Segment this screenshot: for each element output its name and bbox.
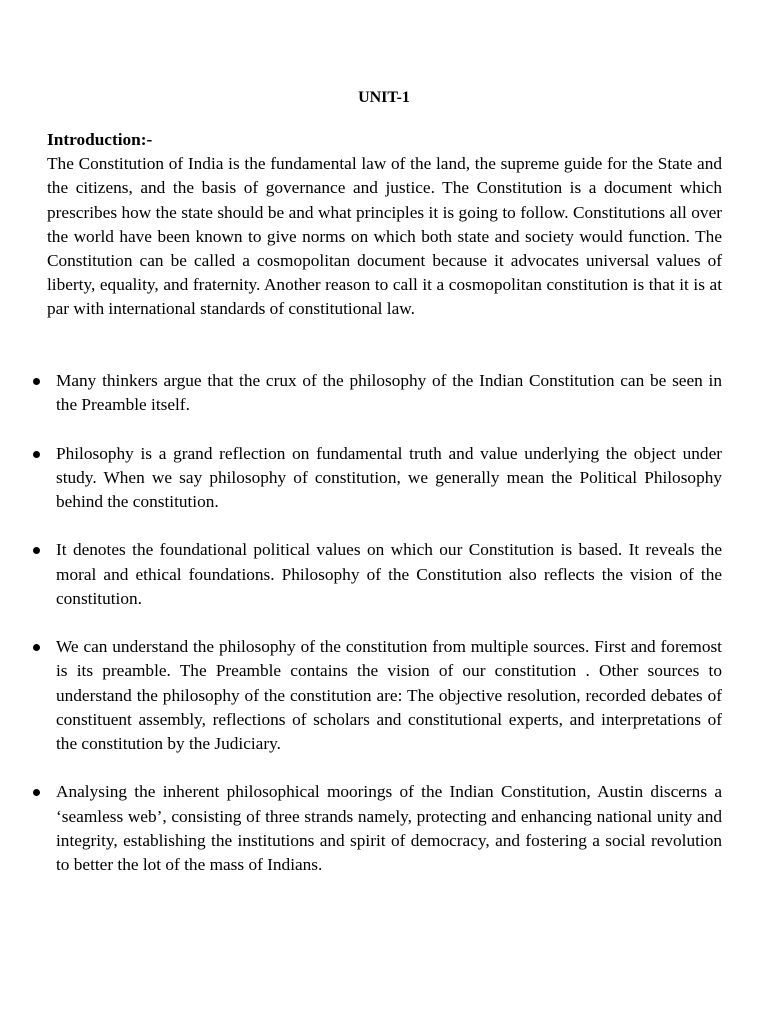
unit-title: UNIT-1 <box>358 89 410 106</box>
bullet-list <box>0 369 768 901</box>
bullet-text: Many thinkers argue that the crux of the philosophy of the Indian Constitution can be seen in the Preamble itself. <box>56 371 722 415</box>
bullet-text: It denotes the foundational political values on which our Constitution is based. It reveals the moral and ethical foundations. Philosophy of the Constitution also reflects the vision of the constitution. <box>56 540 722 608</box>
bullet-icon <box>33 547 40 554</box>
bullet-item <box>0 369 722 417</box>
introduction-section <box>47 128 722 322</box>
introduction-paragraph: The Constitution of India is the fundamental law of the land, the supreme guide for the State and the citizens, and the basis of governance and justice. The Constitution is a document which prescribes how the state should be and what principles it is going to follow. Constitutions all over the world have been known to give norms on which both state and society would function. The Constitution can be called a cosmopolitan document because it advocates universal values of liberty, equality, and fraternity. Another reason to call it a cosmopolitan constitution is that it is at par with international standards of constitutional law. <box>47 154 722 319</box>
bullet-item <box>0 780 722 877</box>
bullet-item <box>0 538 722 611</box>
bullet-item <box>0 442 722 515</box>
bullet-icon <box>33 451 40 458</box>
bullet-item <box>0 635 722 756</box>
bullet-icon <box>33 644 40 651</box>
bullet-icon <box>33 378 40 385</box>
bullet-text: Philosophy is a grand reflection on fundamental truth and value underlying the object under study. When we say philosophy of constitution, we generally mean the Political Philosophy behind the constitution. <box>56 443 722 511</box>
bullet-text: We can understand the philosophy of the constitution from multiple sources. First and foremost is its preamble. The Preamble contains the vision of our constitution . Other sources to understand the philosophy of the constitution are: The objective resolution, recorded debates of constituent assembly, reflections of scholars and constitutional experts, and interpretations of the constitution by the Judiciary. <box>56 637 722 753</box>
introduction-heading: Introduction:- <box>47 130 153 149</box>
bullet-text: Analysing the inherent philosophical moorings of the Indian Constitution, Austin discerns a ‘seamless web’, consisting of three strands namely, protecting and enhancing national unity and integrity, establishing the institutions and spirit of democracy, and fostering a social revolution to better the lot of the mass of Indians. <box>56 782 722 874</box>
bullet-icon <box>33 789 40 796</box>
